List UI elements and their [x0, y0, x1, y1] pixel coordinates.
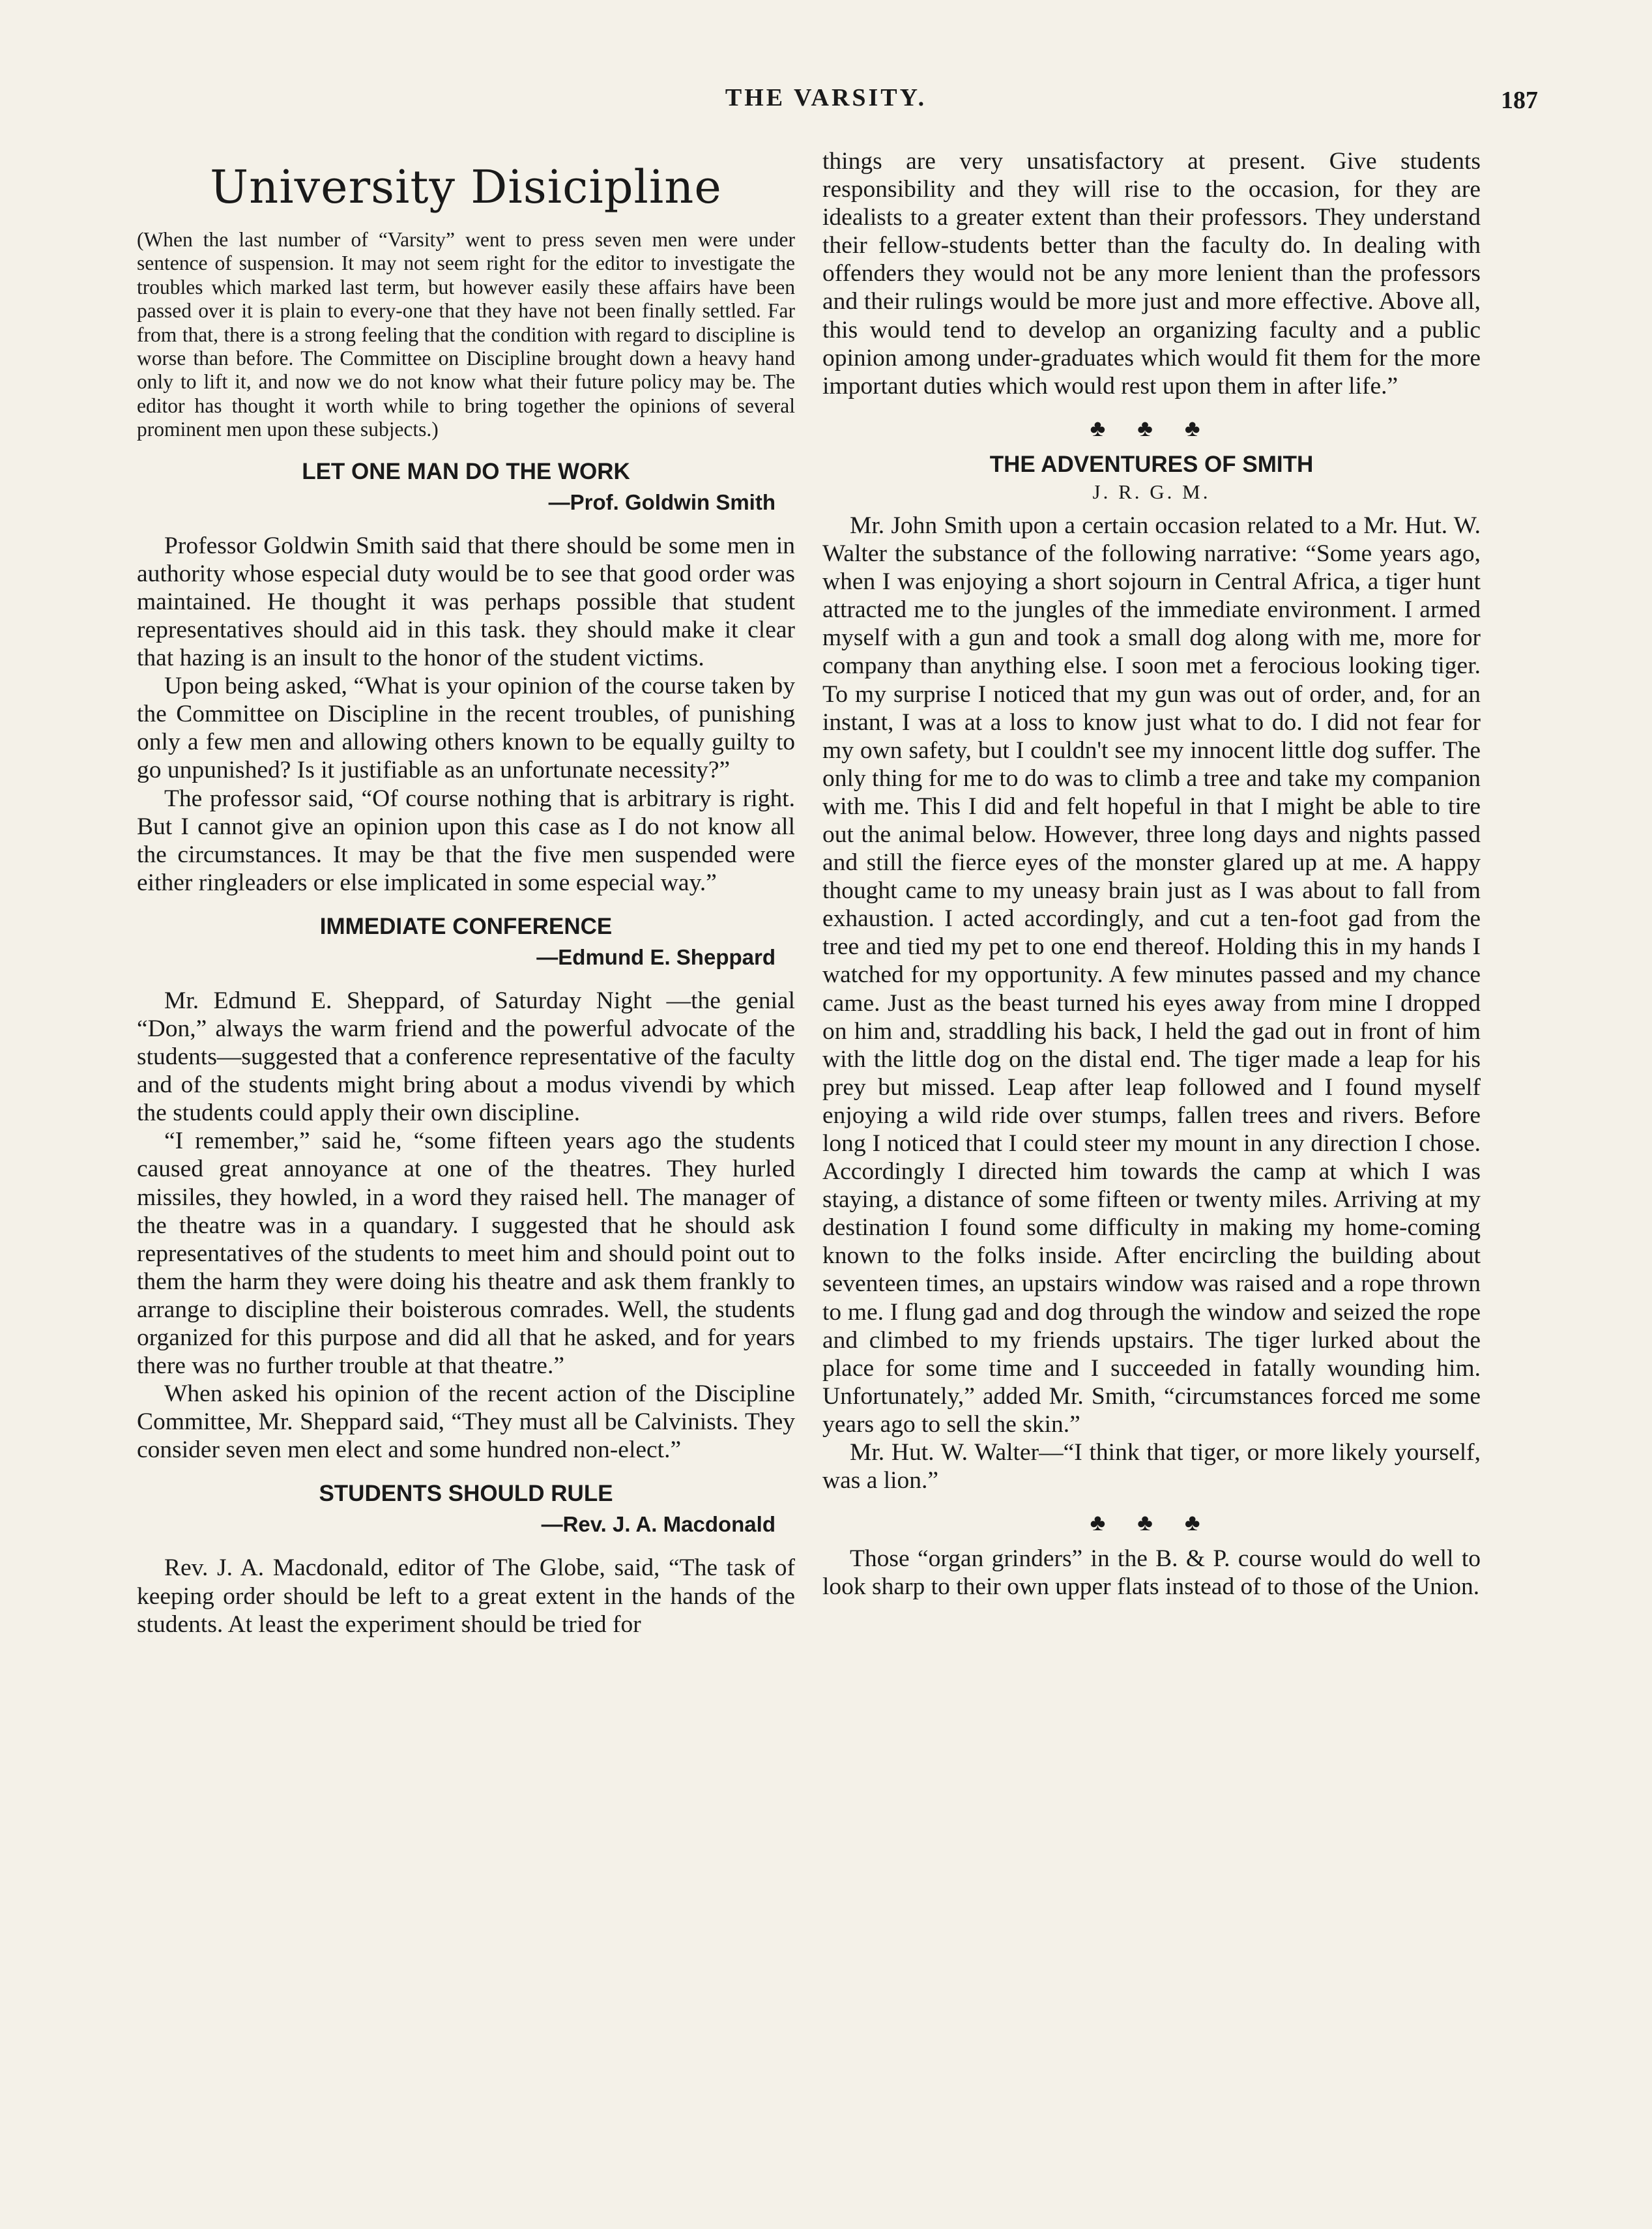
- section-heading-students-rule: STUDENTS SHOULD RULE: [319, 1481, 613, 1507]
- byline-goldwin-smith: —Prof. Goldwin Smith: [548, 489, 775, 514]
- article-title: University Disicipline: [210, 160, 722, 214]
- section-heading-conference: IMMEDIATE CONFERENCE: [319, 913, 613, 939]
- editor-intro: [137, 228, 795, 442]
- story-paragraph: Mr. John Smith upon a certain occasion related to a Mr. Hut. W. Walter the substance of the following narrative: “Some years ago, when I was enjoying a short sojourn in Central Africa, a tiger hunt attracted me to the jungles of the immediate environment. I armed myself with a gun and took a small dog along with me, more for company than anything else. I soon met a ferocious looking tiger. To my surprise I noticed that my gun was out of order, and, for an instant, I was at a loss to know just what to do. I did not fear for my own safety, but I couldn't see my innocent little dog suffer. The only thing for me to do was to climb a tree and take my companion with me. This I did and felt hopeful in that I might be able to tire out the animal below. However, three long days and nights passed and still the fierce eyes of the monster glared up at me. A happy thought came to my uneasy brain just as I was about to fall from exhaustion. I acted accordingly, and cut a ten-foot gad from the tree and tied my pet to one end thereof. Holding this in my hands I watched for my opportunity. A few minutes passed and my chance came. Just as the beast turned his eyes away from mine I dropped on him and, straddling his back, I held the gad out in front of him with the little dog on the distal end. The tiger made a leap for his prey but missed. Leap after leap followed and I found myself enjoying a wild ride over stumps, fallen trees and rivers. Before long I noticed that I could steer my mount in any direction I chose. Accordingly I directed him towards the camp at which I was staying, a distance of some fifteen or twenty miles. Arriving at my destination I found some difficulty in making my home-coming known to the folks inside. After encircling the building about seventeen times, an upstairs window was raised and a rope thrown to me. I flung gad and dog through the window and seized the rope and climbed to my friends upstairs. The tiger lurked about the place for some time and I succeeded in fatally wounding him. Unfortunately,” added Mr. Smith, “circumstances forced me some years ago to sell the skin.”: [822, 512, 1481, 1438]
- body-paragraph: “I remember,” said he, “some fifteen years ago the students caused great annoyance at one of the theatres. They hurled missiles, they howled, in a word they raised hell. The manager of the theatre was in a quandary. I suggested that he should ask representatives of the students to meet him and should point out to them the harm they were doing his theatre and ask them frankly to arrange to discipline their boisterous comrades. Well, the students organized for this purpose and did all that he asked, and for years there was no further trouble at that theatre.”: [137, 1128, 795, 1380]
- body-paragraph: When asked his opinion of the recent action of the Discipline Committee, Mr. Sheppard said, “They must all be Calvinists. They consider seven men elect and some hundred non-elect.”: [137, 1380, 795, 1464]
- section-heading-one-man: LET ONE MAN DO THE WORK: [302, 458, 630, 484]
- body-paragraph: Professor Goldwin Smith said that there should be some men in authority whose especial duty would be to see that good order was maintained. He thought it was perhaps possible that student representatives should aid in this task. they should make it clear that hazing is an insult to the honor of the student victims.: [137, 532, 795, 672]
- continuation-paragraph: things are very unsatisfactory at present. Give students responsibility and they will rise to the occasion, for they are idealists to a greater extent than their professors. They understand their fellow-students better than the faculty do. In dealing with offenders they would not be any more lenient than the professors and their rulings would be more just and more effective. Above all, this would tend to develop an organizing faculty and a public opinion among under-graduates which would fit them for the more important duties which would rest upon them in after life.”: [822, 148, 1481, 400]
- running-head: [0, 83, 1652, 123]
- byline-macdonald: —Rev. J. A. Macdonald: [541, 1512, 775, 1537]
- story-heading: THE ADVENTURES OF SMITH: [989, 451, 1314, 477]
- right-column: [822, 147, 1481, 1601]
- club-ornament-divider: ♣ ♣ ♣: [1090, 415, 1213, 441]
- story-paragraph: Mr. Hut. W. Walter—“I think that tiger, or more likely yourself, was a lion.”: [822, 1439, 1481, 1494]
- story-author-initials: J. R. G. M.: [1092, 480, 1211, 503]
- intro-paragraph: (When the last number of “Varsity” went to press seven men were under sentence of suspension. It may not seem right for the editor to investigate the troubles which marked last term, but however easily these affairs have been passed over it is plain to every-one that they have not been finally settled. Far from that, there is a strong feeling that the condition with regard to discipline is worse than before. The Committee on Discipline brought down a heavy hand only to lift it, and now we do not know what their future policy may be. The editor has thought it worth while to bring together the opinions of several prominent men upon these subjects.): [137, 228, 795, 441]
- body-paragraph: Upon being asked, “What is your opinion of the course taken by the Committee on Discipline in the recent troubles, of punishing only a few men and allowing others known to be equally guilty to go unpunished? Is it justifiable as an unfortunate necessity?”: [137, 673, 795, 784]
- left-column: [137, 151, 795, 1639]
- club-ornament-divider: ♣ ♣ ♣: [1090, 1509, 1213, 1536]
- byline-sheppard: —Edmund E. Sheppard: [536, 944, 775, 969]
- closing-note: Those “organ grinders” in the B. & P. course would do well to look sharp to their own upper flats instead of to those of the Union.: [822, 1545, 1481, 1601]
- body-paragraph: Rev. J. A. Macdonald, editor of The Globe, said, “The task of keeping order should be left to a great extent in the hands of the students. At least the experiment should be tried for: [137, 1554, 795, 1638]
- publication-title: THE VARSITY.: [725, 84, 927, 111]
- body-paragraph: The professor said, “Of course nothing that is arbitrary is right. But I cannot give an opinion upon this case as I do not know all the circumstances. It may be that the five men suspended were either ringleaders or else implicated in some especial way.”: [137, 785, 795, 896]
- page-number: 187: [1501, 87, 1538, 114]
- body-paragraph: Mr. Edmund E. Sheppard, of Saturday Night —the genial “Don,” always the warm friend and the powerful advocate of the students—suggested that a conference representative of the faculty and of the students might bring about a modus vivendi by which the students could apply their own discipline.: [137, 987, 795, 1127]
